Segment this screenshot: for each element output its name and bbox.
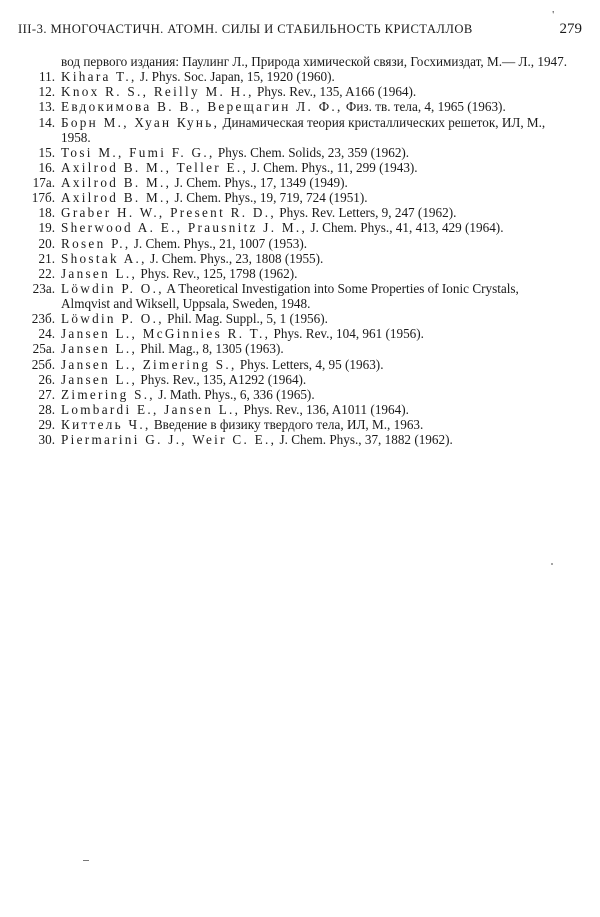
print-speck bbox=[551, 563, 553, 565]
reference-authors: Евдокимова В. В., Верещагин Л. Ф., bbox=[61, 99, 343, 115]
reference-text bbox=[61, 237, 570, 252]
reference-entry bbox=[30, 70, 570, 85]
reference-text bbox=[61, 358, 570, 373]
reference-authors: Киттель Ч., bbox=[61, 417, 151, 433]
reference-number: 25а. bbox=[32, 341, 55, 357]
reference-authors: Kihara T., bbox=[61, 69, 137, 85]
reference-citation: Phys. Rev., 136, A1011 (1964). bbox=[240, 402, 409, 418]
tick-mark: ' bbox=[552, 10, 554, 21]
reference-authors: Löwdin P. O., bbox=[61, 311, 164, 327]
reference-text bbox=[61, 388, 570, 403]
reference-entry bbox=[30, 85, 570, 100]
reference-citation: J. Phys. Soc. Japan, 15, 1920 (1960). bbox=[136, 69, 335, 85]
reference-text bbox=[61, 100, 570, 115]
reference-citation: Динамическая теория кристаллических решеток, ИЛ, М., 1958. bbox=[61, 114, 546, 145]
reference-entry bbox=[30, 433, 570, 448]
reference-authors: Jansen L., bbox=[61, 341, 138, 357]
reference-citation: Физ. тв. тела, 4, 1965 (1963). bbox=[342, 99, 506, 115]
reference-number: 17б. bbox=[31, 190, 55, 206]
page-number: 279 bbox=[559, 21, 582, 37]
reference-text bbox=[61, 418, 570, 433]
reference-citation: Phys. Rev. Letters, 9, 247 (1962). bbox=[275, 205, 457, 221]
reference-list bbox=[30, 55, 570, 449]
reference-number: 14. bbox=[38, 114, 55, 130]
reference-citation: Phil. Mag. Suppl., 5, 1 (1956). bbox=[163, 311, 328, 327]
reference-citation: Введение в физику твердого тела, ИЛ, М., 1963. bbox=[150, 417, 424, 433]
reference-number: 23б. bbox=[31, 311, 55, 327]
reference-number: 18. bbox=[38, 205, 55, 221]
reference-citation: Phys. Rev., 104, 961 (1956). bbox=[270, 326, 424, 342]
reference-citation: Phys. Rev., 135, A1292 (1964). bbox=[137, 371, 307, 387]
reference-citation: J. Chem. Phys., 21, 1007 (1953). bbox=[130, 235, 308, 251]
reference-text bbox=[61, 55, 570, 70]
reference-number: 25б. bbox=[31, 356, 55, 372]
page-header bbox=[18, 10, 582, 42]
reference-number: 26. bbox=[38, 371, 55, 387]
reference-citation: Phil. Mag., 8, 1305 (1963). bbox=[137, 341, 284, 357]
reference-citation: Phys. Rev., 125, 1798 (1962). bbox=[137, 265, 298, 281]
reference-entry bbox=[30, 403, 570, 418]
reference-entry bbox=[30, 221, 570, 236]
reference-text bbox=[61, 403, 570, 418]
reference-citation: A Theoretical Investigation into Some Properties of Ionic Crystals, Almqvist and Wiksell, Uppsala, Sweden, 1948. bbox=[61, 281, 519, 311]
reference-citation: J. Chem. Phys., 19, 719, 724 (1951). bbox=[171, 190, 368, 206]
reference-entry bbox=[30, 237, 570, 252]
reference-citation: Phys. Chem. Solids, 23, 359 (1962). bbox=[214, 144, 410, 160]
reference-entry bbox=[30, 418, 570, 433]
reference-citation: J. Chem. Phys., 11, 299 (1943). bbox=[248, 159, 418, 175]
reference-authors: Jansen L., bbox=[61, 265, 138, 281]
reference-text bbox=[61, 312, 570, 327]
reference-number: 24. bbox=[38, 326, 55, 342]
reference-authors: Axilrod B. M., bbox=[61, 190, 172, 206]
running-head: III-3. МНОГОЧАСТИЧН. АТОМН. СИЛЫ И СТАБИЛЬНОСТЬ КРИСТАЛЛОВ bbox=[18, 22, 473, 36]
print-mark bbox=[83, 860, 89, 861]
reference-entry bbox=[30, 206, 570, 221]
reference-entry bbox=[30, 116, 570, 146]
reference-number: 30. bbox=[38, 432, 55, 448]
reference-text bbox=[61, 206, 570, 221]
reference-authors: Graber H. W., Present R. D., bbox=[61, 205, 276, 221]
reference-citation: Phys. Letters, 4, 95 (1963). bbox=[236, 356, 384, 372]
reference-authors: Tosi M., Fumi F. G., bbox=[61, 144, 215, 160]
reference-number: 23а. bbox=[32, 281, 55, 297]
reference-authors: Rosen P., bbox=[61, 235, 131, 251]
reference-entry bbox=[30, 327, 570, 342]
reference-number: 13. bbox=[38, 99, 55, 115]
reference-number: 17а. bbox=[32, 175, 55, 190]
reference-authors: Sherwood A. E., Prausnitz J. M., bbox=[61, 220, 308, 236]
reference-text bbox=[61, 433, 570, 448]
reference-entry bbox=[30, 161, 570, 176]
reference-authors: Piermarini G. J., Weir C. E., bbox=[61, 432, 277, 448]
reference-text bbox=[61, 176, 570, 191]
reference-authors: Борн М., Хуан Кунь, bbox=[61, 114, 220, 130]
reference-entry bbox=[30, 282, 570, 312]
reference-citation: J. Chem. Phys., 41, 413, 429 (1964). bbox=[307, 220, 504, 236]
reference-entry bbox=[30, 176, 570, 191]
reference-number: 15. bbox=[38, 144, 55, 160]
reference-number: 12. bbox=[38, 84, 55, 100]
reference-text bbox=[61, 373, 570, 388]
reference-entry bbox=[30, 100, 570, 115]
reference-entry bbox=[30, 388, 570, 403]
reference-number: 11. bbox=[39, 69, 55, 85]
reference-number: 16. bbox=[38, 159, 55, 175]
reference-text bbox=[61, 282, 570, 312]
reference-citation: J. Math. Phys., 6, 336 (1965). bbox=[154, 386, 315, 402]
reference-number: 22. bbox=[38, 265, 55, 281]
reference-number: 27. bbox=[38, 386, 55, 402]
reference-entry bbox=[30, 55, 570, 70]
reference-entry bbox=[30, 342, 570, 357]
reference-citation: J. Chem. Phys., 37, 1882 (1962). bbox=[276, 432, 453, 448]
reference-entry bbox=[30, 312, 570, 327]
reference-authors: Zimering S., bbox=[61, 386, 155, 402]
reference-authors: Axilrod B. M., Teller E., bbox=[61, 159, 249, 175]
reference-text bbox=[61, 191, 570, 206]
reference-authors: Jansen L., Zimering S., bbox=[61, 356, 237, 372]
reference-authors: Löwdin P. O., bbox=[61, 281, 164, 297]
reference-text bbox=[61, 161, 570, 176]
reference-authors: Jansen L., bbox=[61, 371, 138, 387]
reference-text bbox=[61, 327, 570, 342]
reference-text bbox=[61, 116, 570, 146]
reference-authors: Lombardi E., Jansen L., bbox=[61, 402, 241, 418]
reference-number: 29. bbox=[38, 417, 55, 433]
reference-number: 19. bbox=[38, 220, 55, 236]
reference-citation: J. Chem. Phys., 23, 1808 (1955). bbox=[146, 250, 324, 266]
reference-entry bbox=[30, 358, 570, 373]
reference-entry bbox=[30, 267, 570, 282]
reference-entry bbox=[30, 146, 570, 161]
reference-number: 21. bbox=[38, 250, 55, 266]
reference-citation: Phys. Rev., 135, A166 (1964). bbox=[253, 84, 417, 100]
reference-entry bbox=[30, 373, 570, 388]
reference-text bbox=[61, 252, 570, 267]
reference-number: 20. bbox=[38, 235, 55, 251]
reference-number: 28. bbox=[38, 402, 55, 418]
reference-text bbox=[61, 70, 570, 85]
reference-text bbox=[61, 146, 570, 161]
reference-authors: Jansen L., McGinnies R. T., bbox=[61, 326, 271, 342]
reference-text bbox=[61, 342, 570, 357]
reference-citation: вод первого издания: Паулинг Л., Природа химической связи, Госхимиздат, М.— Л., 1947. bbox=[61, 54, 568, 69]
reference-text bbox=[61, 85, 570, 100]
reference-entry bbox=[30, 191, 570, 206]
reference-text bbox=[61, 221, 570, 236]
reference-text bbox=[61, 267, 570, 282]
reference-citation: J. Chem. Phys., 17, 1349 (1949). bbox=[171, 175, 348, 190]
reference-authors: Axilrod B. M., bbox=[61, 175, 172, 190]
reference-entry bbox=[30, 252, 570, 267]
reference-authors: Knox R. S., Reilly M. H., bbox=[61, 84, 254, 100]
reference-authors: Shostak A., bbox=[61, 250, 147, 266]
